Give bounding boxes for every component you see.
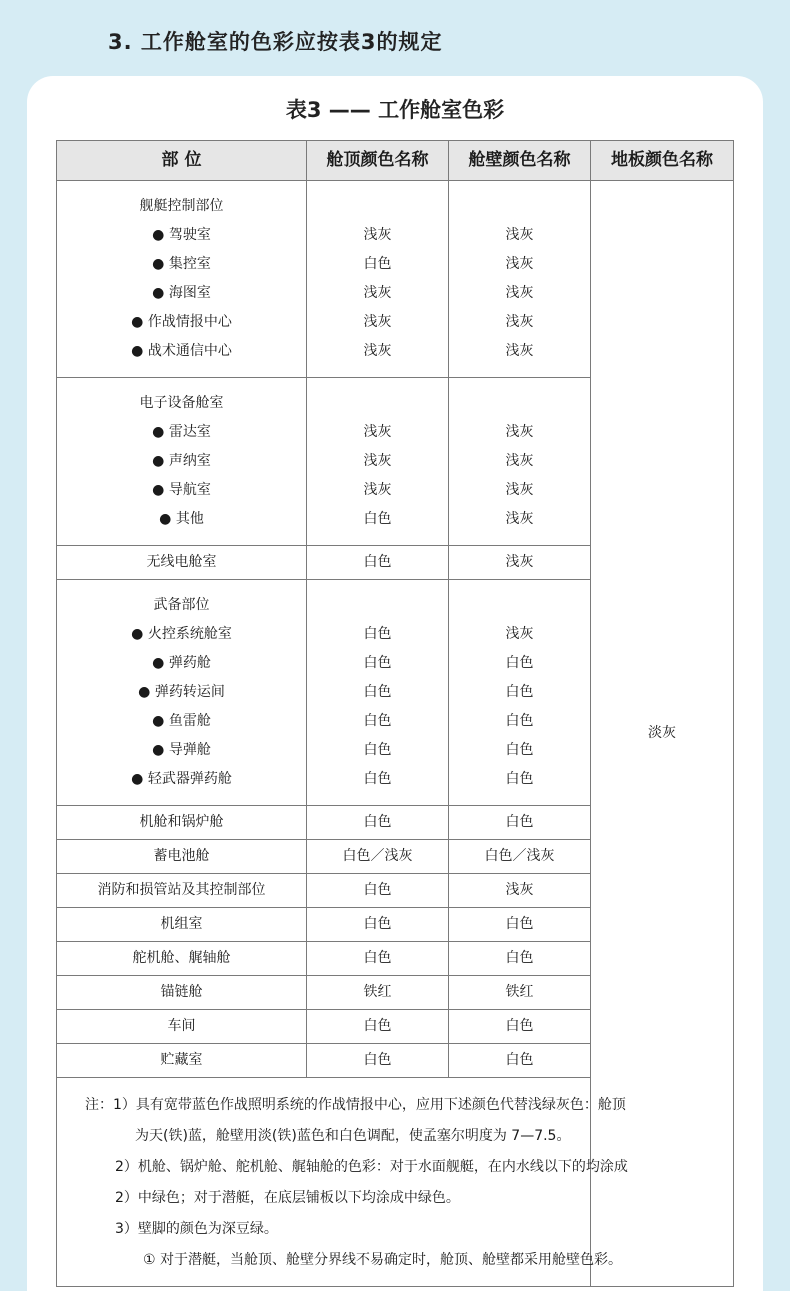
header-floor-color: 地板颜色名称	[591, 141, 734, 181]
ceiling-color-value: 白色	[363, 626, 392, 642]
location-label: ● 导弹舱	[152, 742, 211, 758]
notes-cell	[57, 1078, 734, 1287]
location-label: ● 弹药舱	[152, 655, 211, 671]
group-title: 电子设备舱室	[139, 395, 224, 411]
group-ceiling-cell	[307, 378, 449, 546]
ceiling-color-value: 白色	[363, 742, 392, 758]
group-ceiling-cell	[307, 181, 449, 378]
wall-color-value: 白色	[505, 771, 534, 787]
group-location-cell	[57, 580, 307, 806]
location-label: ● 其他	[159, 511, 204, 527]
wall-color-value: 浅灰	[505, 482, 534, 498]
location-label: ● 作战情报中心	[131, 314, 232, 330]
location-label: ● 海图室	[152, 285, 211, 301]
ceiling-color-value: 浅灰	[363, 482, 392, 498]
table-notes	[57, 1078, 733, 1286]
wall-color-value: 浅灰	[505, 424, 534, 440]
wall-color-value: 浅灰	[505, 343, 534, 359]
group-wall-cell	[449, 580, 591, 806]
note-line: ① 对于潜艇，当舱顶、舱壁分界线不易确定时，舱顶、舱壁都采用舱壁色彩。	[143, 1252, 622, 1268]
wall-color-value: 铁红	[449, 976, 591, 1010]
ceiling-color-value: 浅灰	[363, 424, 392, 440]
ceiling-color-value: 铁红	[307, 976, 449, 1010]
location-label: 贮藏室	[57, 1044, 307, 1078]
wall-color-value: 浅灰	[505, 256, 534, 272]
ceiling-color-value: 白色／浅灰	[307, 840, 449, 874]
header-ceiling-color: 舱顶颜色名称	[307, 141, 449, 181]
location-label: ● 驾驶室	[152, 227, 211, 243]
wall-color-value: 白色	[505, 655, 534, 671]
group-ceiling-cell	[307, 580, 449, 806]
ceiling-color-value: 白色	[363, 655, 392, 671]
group-location-cell	[57, 181, 307, 378]
location-label: ● 火控系统舱室	[131, 626, 232, 642]
location-label: ● 弹药转运间	[138, 684, 225, 700]
ceiling-color-value: 白色	[363, 684, 392, 700]
ceiling-color-value: 白色	[363, 713, 392, 729]
ceiling-color-value: 白色	[307, 806, 449, 840]
wall-color-value: 浅灰	[449, 546, 591, 580]
note-line: 2）机舱、锅炉舱、舵机舱、艉轴舱的色彩：对于水面舰艇，在内水线以下的均涂成	[115, 1159, 628, 1175]
location-label: 锚链舱	[57, 976, 307, 1010]
wall-color-value: 浅灰	[505, 314, 534, 330]
ceiling-color-value: 浅灰	[363, 227, 392, 243]
location-label: 机组室	[57, 908, 307, 942]
ceiling-color-value: 浅灰	[363, 314, 392, 330]
floor-color-cell: 淡灰	[591, 181, 734, 1287]
location-label: 车间	[57, 1010, 307, 1044]
ceiling-color-value: 白色	[363, 256, 392, 272]
wall-color-value: 白色	[505, 713, 534, 729]
group-location-cell	[57, 378, 307, 546]
wall-color-value: 浅灰	[505, 511, 534, 527]
ceiling-color-value: 白色	[307, 1010, 449, 1044]
table-title: 表3 —— 工作舱室色彩	[285, 98, 505, 122]
wall-color-value: 浅灰	[505, 227, 534, 243]
group-title: 武备部位	[153, 597, 210, 613]
location-label: ● 轻武器弹药舱	[131, 771, 232, 787]
ceiling-color-value: 白色	[307, 1044, 449, 1078]
header-wall-color: 舱壁颜色名称	[449, 141, 591, 181]
location-label: ● 集控室	[152, 256, 211, 272]
wall-color-value: 浅灰	[505, 626, 534, 642]
location-label: 舵机舱、艉轴舱	[57, 942, 307, 976]
wall-color-value: 浅灰	[505, 453, 534, 469]
ceiling-color-value: 白色	[363, 771, 392, 787]
wall-color-value: 白色	[449, 942, 591, 976]
location-label: ● 声纳室	[152, 453, 211, 469]
ceiling-color-value: 浅灰	[363, 453, 392, 469]
group-wall-cell	[449, 181, 591, 378]
wall-color-value: 浅灰	[505, 285, 534, 301]
notes-row	[57, 1078, 734, 1287]
location-label: 蓄电池舱	[57, 840, 307, 874]
wall-color-value: 浅灰	[449, 874, 591, 908]
note-line: 3）壁脚的颜色为深豆绿。	[115, 1221, 278, 1237]
location-label: 无线电舱室	[57, 546, 307, 580]
section-heading: 3. 工作舱室的色彩应按表3的规定	[108, 30, 443, 54]
group-wall-cell	[449, 378, 591, 546]
group-title: 舰艇控制部位	[139, 198, 224, 214]
location-label: ● 雷达室	[152, 424, 211, 440]
wall-color-value: 白色	[505, 684, 534, 700]
table-header-row	[57, 141, 734, 181]
location-label: ● 战术通信中心	[131, 343, 232, 359]
ceiling-color-value: 白色	[307, 874, 449, 908]
group-row-control	[57, 181, 734, 378]
wall-color-value: 白色	[449, 1010, 591, 1044]
location-label: 消防和损管站及其控制部位	[57, 874, 307, 908]
cabin-color-table	[56, 140, 734, 1287]
header-location: 部 位	[57, 141, 307, 181]
ceiling-color-value: 浅灰	[363, 285, 392, 301]
location-label: ● 鱼雷舱	[152, 713, 211, 729]
ceiling-color-value: 浅灰	[363, 343, 392, 359]
ceiling-color-value: 白色	[307, 546, 449, 580]
wall-color-value: 白色	[449, 1044, 591, 1078]
note-line: 注：1）具有宽带蓝色作战照明系统的作战情报中心，应用下述颜色代替浅绿灰色：舱顶	[85, 1097, 626, 1113]
ceiling-color-value: 白色	[363, 511, 392, 527]
location-label: ● 导航室	[152, 482, 211, 498]
ceiling-color-value: 白色	[307, 942, 449, 976]
wall-color-value: 白色	[449, 908, 591, 942]
wall-color-value: 白色	[505, 742, 534, 758]
location-label: 机舱和锅炉舱	[57, 806, 307, 840]
note-line: 2）中绿色；对于潜艇，在底层铺板以下均涂成中绿色。	[115, 1190, 460, 1206]
ceiling-color-value: 白色	[307, 908, 449, 942]
wall-color-value: 白色／浅灰	[449, 840, 591, 874]
wall-color-value: 白色	[449, 806, 591, 840]
note-line: 为天(铁)蓝，舱壁用淡(铁)蓝色和白色调配，使孟塞尔明度为 7—7.5。	[135, 1128, 571, 1144]
